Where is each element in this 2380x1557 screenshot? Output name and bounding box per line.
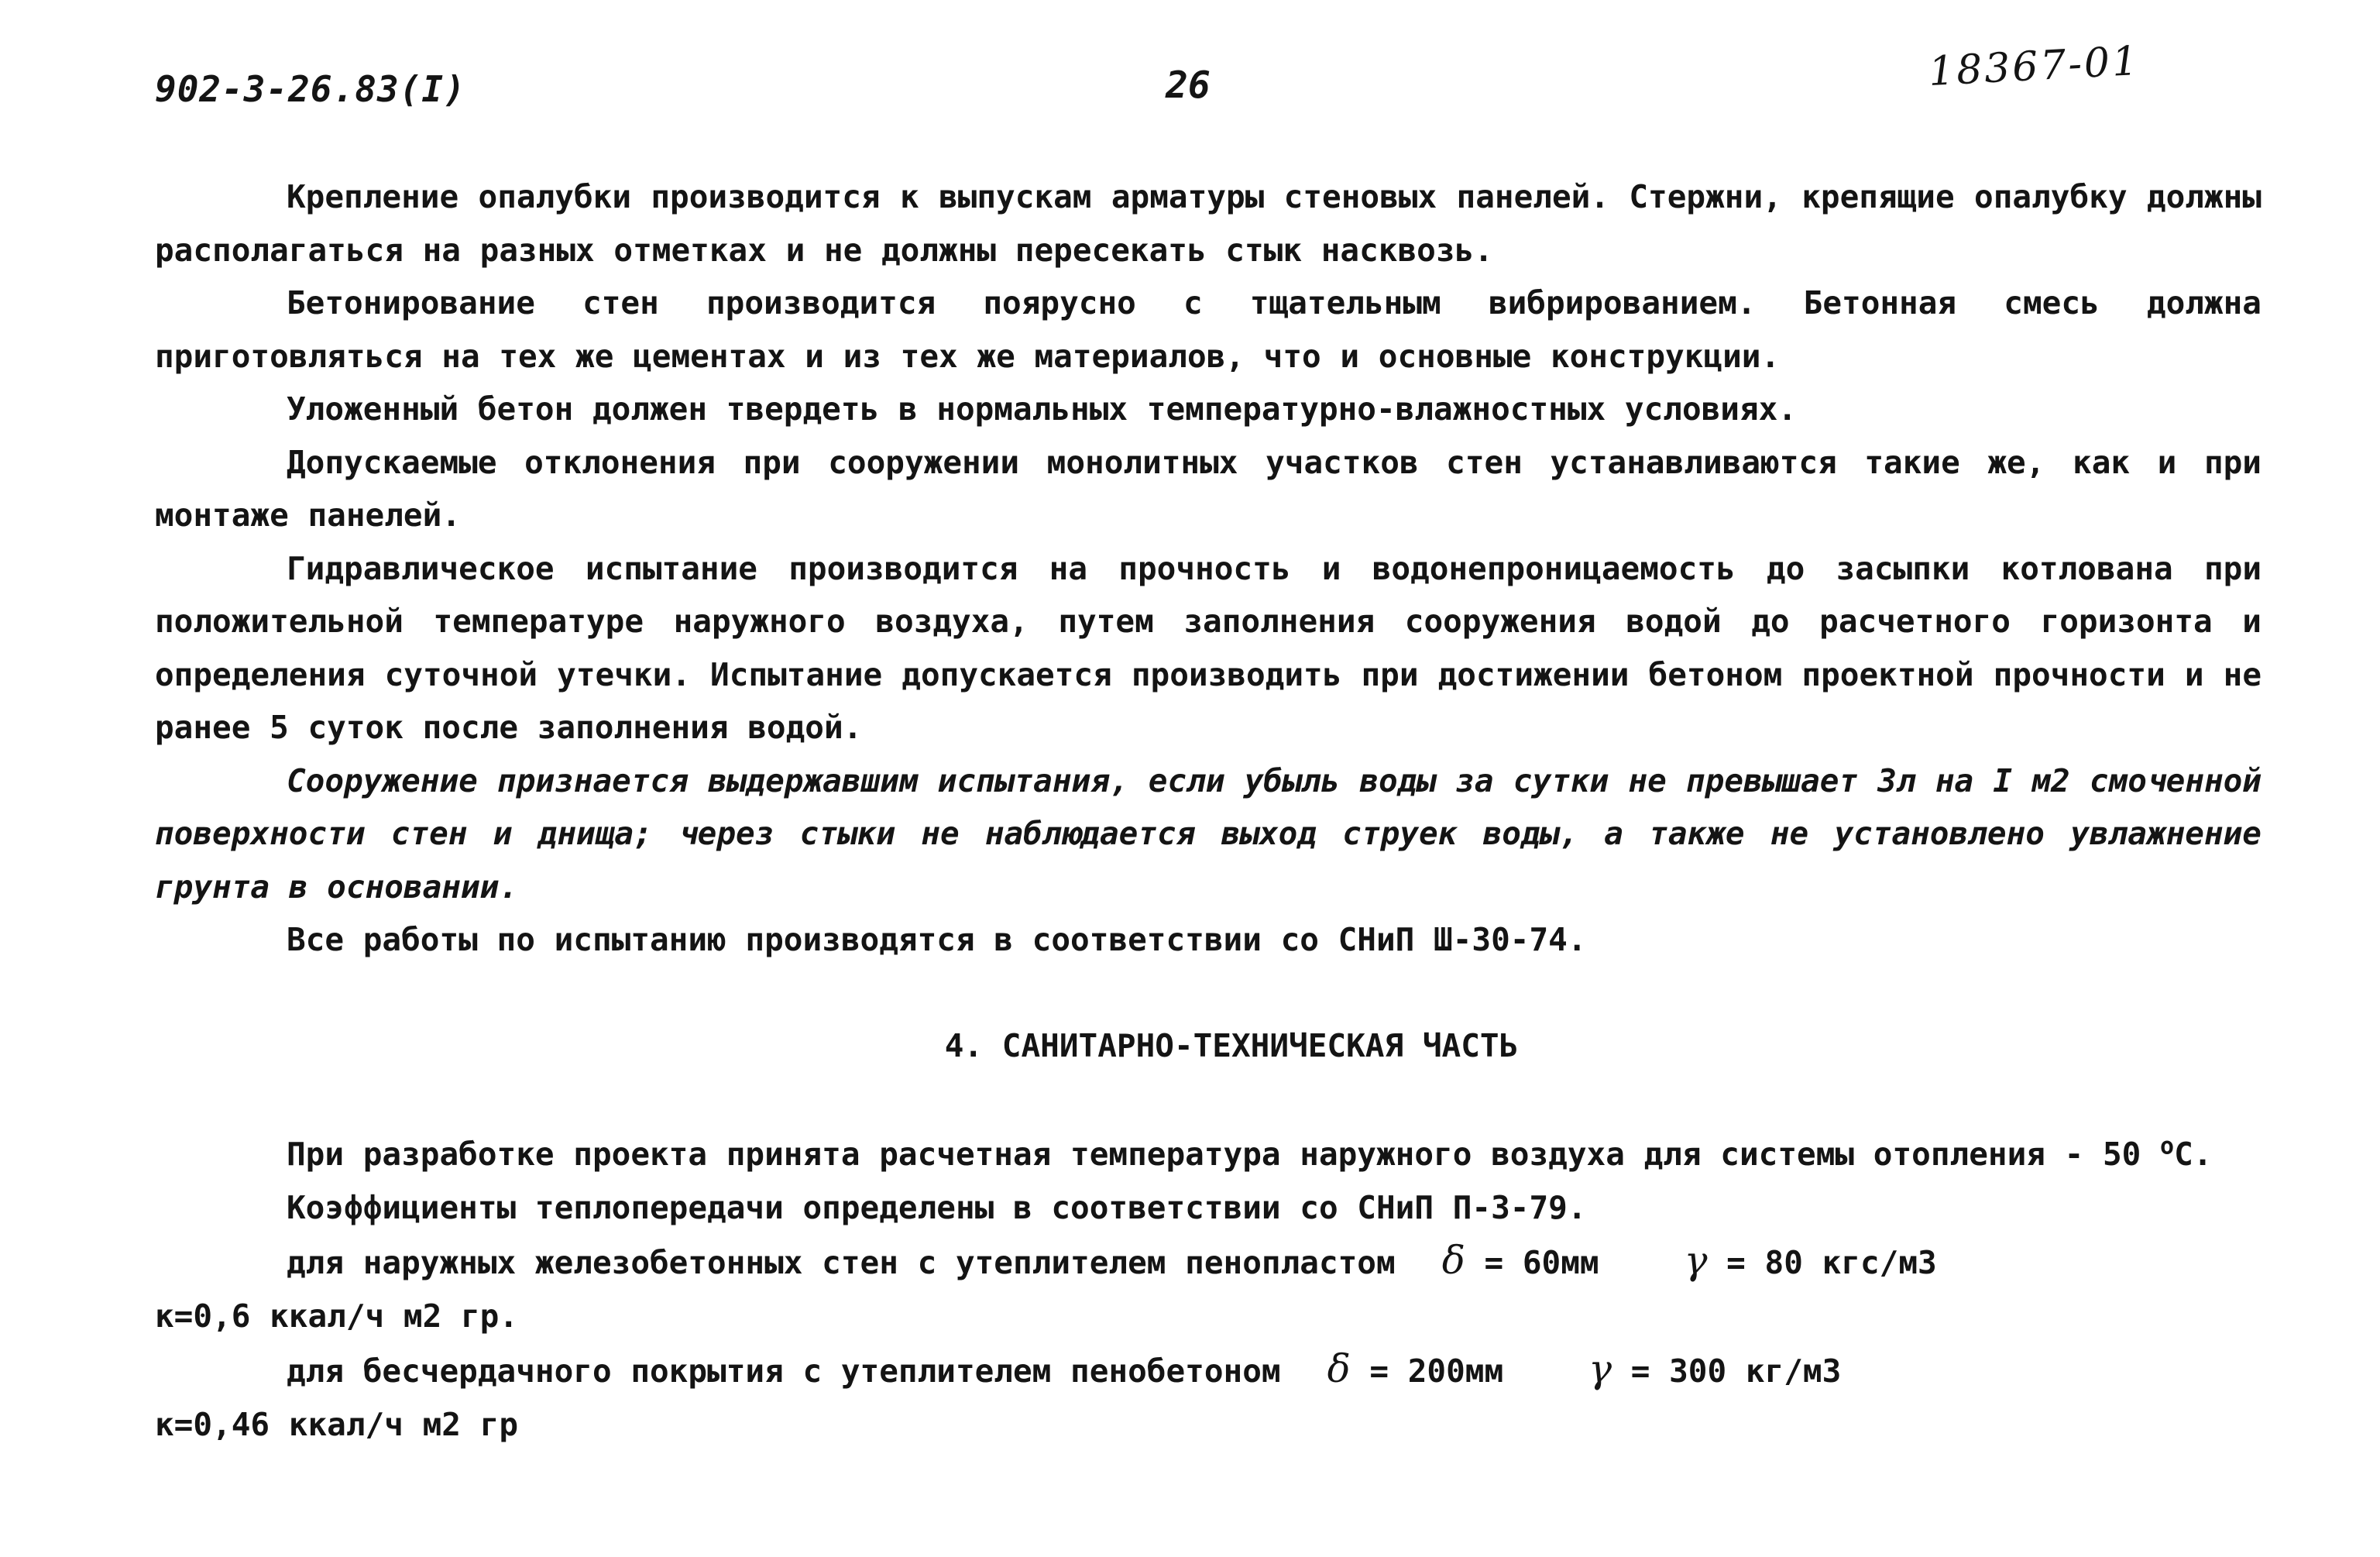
document-code: 902-3-26.83(I) [155,68,466,110]
design-temperature-text: При разработке проекта принята расчетная температура наружного воздуха для системы отопления - 50 [287,1136,2141,1173]
delta-symbol: δ [1327,1346,1351,1391]
document-body [155,170,2262,1451]
gamma-symbol: γ [1684,1238,1708,1283]
gamma-symbol: γ [1588,1346,1612,1391]
paragraph-formwork: Крепление опалубки производится к выпускам арматуры стеновых панелей. Стержни, крепящие опалубку должны располагаться на разных отметках и не должны пересекать стык насквозь. [155,178,2262,269]
paragraph-snip: Все работы по испытанию производятся в соответствии со СНиП Ш-30-74. [287,921,1587,958]
handwritten-doc-number: 18367-01 [1927,37,2141,96]
roof-text: для бесчердачного покрытия с утеплителем пенобетоном [287,1352,1281,1390]
walls-k-value: к=0,6 ккал/ч м2 гр. [155,1297,518,1335]
paragraph-design-temperature [155,1128,2262,1181]
section-title: 4. САНИТАРНО-ТЕХНИЧЕСКАЯ ЧАСТЬ [944,1026,1519,1064]
paragraph-concreting: Бетонирование стен производится поярусно с тщательным вибрированием. Бетонная смесь должна приготовляться на тех же цементах и из тех же материалов, что и основные конструкции. [155,284,2262,375]
paragraph-test-criteria: Сооружение признается выдержавшим испытания, если убыль воды за сутки не превышает 3л на I м2 смоченной поверхности стен и днища; через стыки не наблюдается выход струек воды, а также не установлено увлажнение грунта в основании. [155,761,2262,906]
walls-text: для наружных железобетонных стен с утеплителем пенопластом [287,1244,1396,1281]
roof-gamma-value: = 300 кг/м3 [1630,1352,1842,1390]
paragraph-curing: Уложенный бетон должен твердеть в нормальных температурно-влажностных условиях. [287,390,1798,428]
paragraph-tolerances: Допускаемые отклонения при сооружении монолитных участков стен устанавливаются такие же, как и при монтаже панелей. [155,443,2262,534]
paragraph-coefficients: Коэффициенты теплопередачи определены в соответствии со СНиП П-3-79. [287,1188,1587,1226]
walls-gamma-value: = 80 кгс/м3 [1726,1244,1937,1281]
temperature-unit: С. [2174,1136,2213,1173]
walls-delta-value: = 60мм [1484,1244,1599,1281]
paragraph-roof [155,1342,2262,1398]
roof-k-value: к=0,46 ккал/ч м2 гр [155,1405,518,1443]
paragraph-walls [155,1234,2262,1290]
paragraph-hydraulic-test: Гидравлическое испытание производится на прочность и водонепроницаемость до засыпки котлована при положительной температуре наружного воздуха, путем заполнения сооружения водой до расчетного горизонта и определения суточной утечки. Испытание допускается производить при достижении бетоном проектной прочности и не ранее 5 суток после заполнения водой. [155,549,2262,746]
degree-sign: о [2160,1133,2175,1160]
page-number: 26 [1166,64,1211,107]
roof-delta-value: = 200мм [1369,1352,1504,1390]
delta-symbol: δ [1441,1238,1465,1283]
